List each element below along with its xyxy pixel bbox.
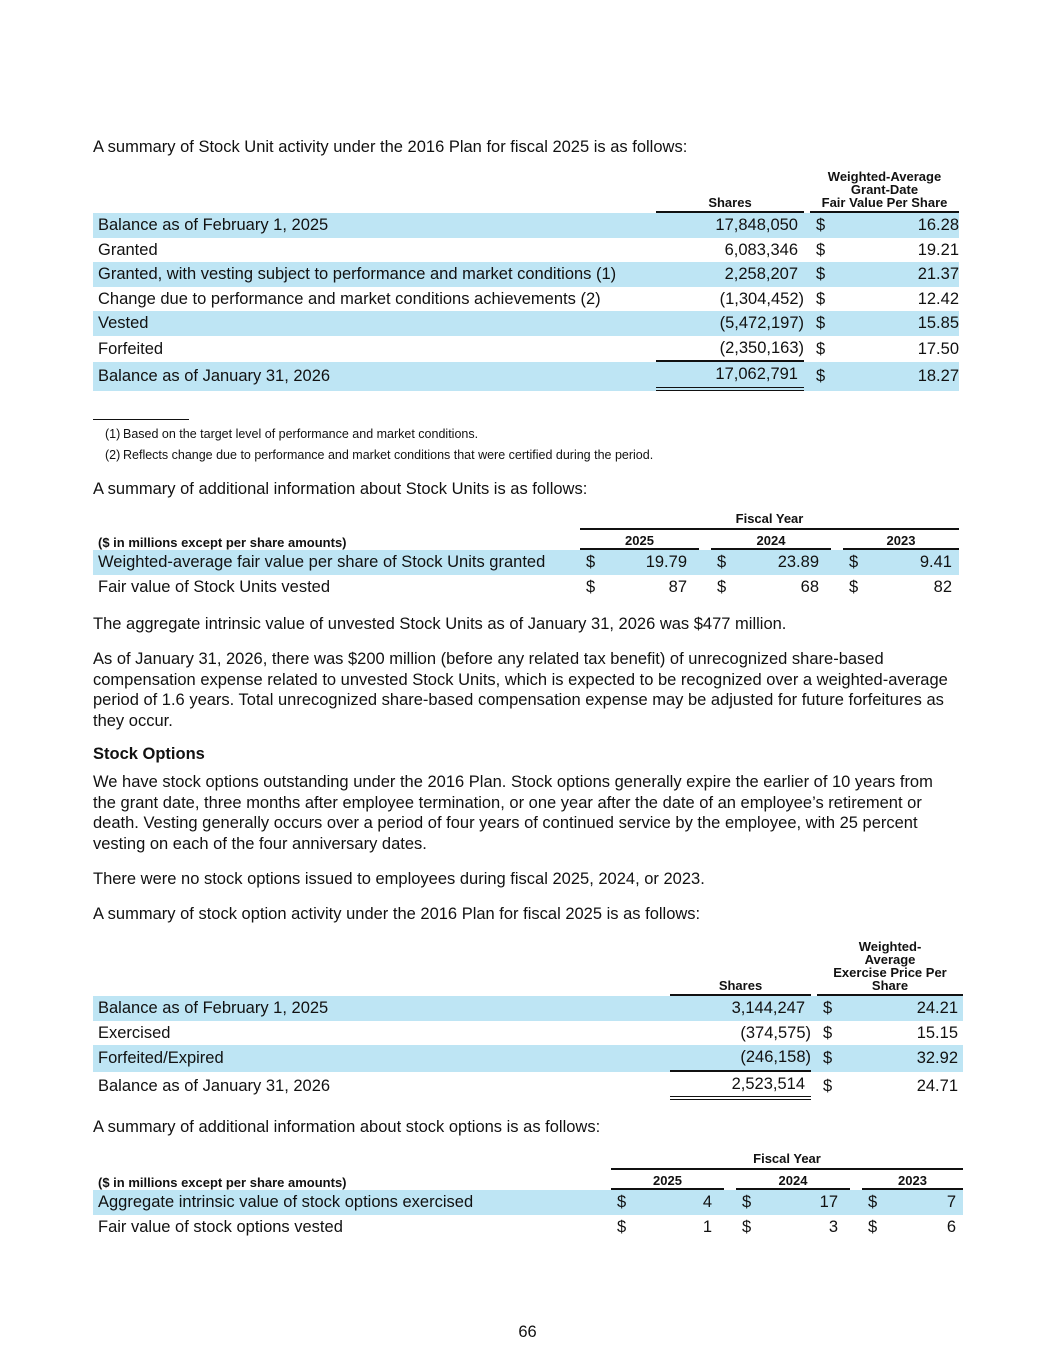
col-header-fair-value: Weighted-Average Grant-Date Fair Value Per Share [810,170,959,213]
stock-option-activity-table [93,940,963,1100]
unrecognized-expense-paragraph: As of January 31, 2026, there was $200 million (before any related tax benefit) of unrecognized share-based compensation expense related to unvested Stock Units, which is expected to be recognized over a weighted-average period of 1.6 years. Total unrecognized share-based compensation expense may be adjusted for future forfeitures as they occur. [93,650,948,730]
col-header-shares: Shares [670,940,811,996]
table-row: Balance as of February 1, 2025 17,848,050 $ 16.28 [93,213,959,238]
no-options-paragraph: There were no stock options issued to employees during fiscal 2025, 2024, or 2023. [93,870,705,888]
stock-options-heading: Stock Options [93,745,205,763]
table-row: Granted 6,083,346 $ 19.21 [98,240,959,259]
table-row: Exercised (374,575) $ 15.15 [98,1023,958,1042]
stock-options-additional-table [93,1151,963,1239]
table-row: Aggregate intrinsic value of stock options exercised $ 4 $ 17 $ 7 [93,1190,963,1215]
footnote-divider [93,419,189,420]
stock-options-intro: A summary of stock option activity under the 2016 Plan for fiscal 2025 is as follows: [93,905,701,923]
footnote-2: (2) Reflects change due to performance and market conditions that were certified during the period. [105,448,654,462]
year-header-2023: 2023 [843,530,959,550]
fiscal-year-header: Fiscal Year [580,511,959,530]
page-number: 66 [518,1323,537,1341]
table-row-total: Balance as of January 31, 2026 17,062,791 $ 18.27 [93,362,959,391]
footnote-1: (1) Based on the target level of performance and market conditions. [105,427,479,441]
year-header-2025: 2025 [611,1170,724,1190]
table-row: Forfeited (2,350,163) $ 17.50 [93,336,959,363]
stock-units-additional-intro: A summary of additional information about Stock Units is as follows: [93,480,588,498]
stock-unit-activity-table [93,170,959,391]
table-row-total: Balance as of January 31, 2026 2,523,514 $ 24.71 [93,1072,963,1101]
year-header-2023: 2023 [862,1170,963,1190]
table-row: Change due to performance and market conditions achievements (2) (1,304,452) $ 12.42 [98,289,959,308]
table-row: Fair value of Stock Units vested $ 87 $ 68 $ 82 [98,577,952,596]
intrinsic-value-paragraph: The aggregate intrinsic value of unvested Stock Units as of January 31, 2026 was $477 million. [93,615,787,633]
table-row: Balance as of February 1, 2025 3,144,247 $ 24.21 [93,996,963,1021]
table-row: Weighted-average fair value per share of Stock Units granted $ 19.79 $ 23.89 $ 9.41 [93,550,959,575]
stock-units-additional-table [93,511,959,599]
col-header-shares: Shares [656,170,804,213]
table-row: Fair value of stock options vested $ 1 $ 3 $ 6 [98,1217,956,1236]
table-row: Vested (5,472,197) $ 15.85 [93,311,959,336]
stock-options-additional-intro: A summary of additional information about stock options is as follows: [93,1118,601,1136]
col-header-exercise-price: Weighted- Average Exercise Price Per Share [817,940,963,996]
stock-options-description: We have stock options outstanding under the 2016 Plan. Stock options generally expire the earlier of 10 years from the grant date, three months after employee termination, or one year after the date of an employee’s retirement or death. Vesting generally occurs over a period of four years of continued service by the employee, with 25 percent vesting on each of the four anniversary dates. [93,773,933,853]
table-row: Forfeited/Expired (246,158) $ 32.92 [93,1045,963,1072]
table-row: Granted, with vesting subject to performance and market conditions (1) 2,258,207 $ 21.37 [93,262,959,287]
fiscal-year-header: Fiscal Year [611,1151,963,1170]
unit-label: ($ in millions except per share amounts) [98,535,347,550]
year-header-2024: 2024 [736,1170,850,1190]
unit-label: ($ in millions except per share amounts) [98,1175,347,1190]
year-header-2024: 2024 [711,530,831,550]
year-header-2025: 2025 [580,530,699,550]
stock-unit-intro: A summary of Stock Unit activity under the 2016 Plan for fiscal 2025 is as follows: [93,138,688,156]
